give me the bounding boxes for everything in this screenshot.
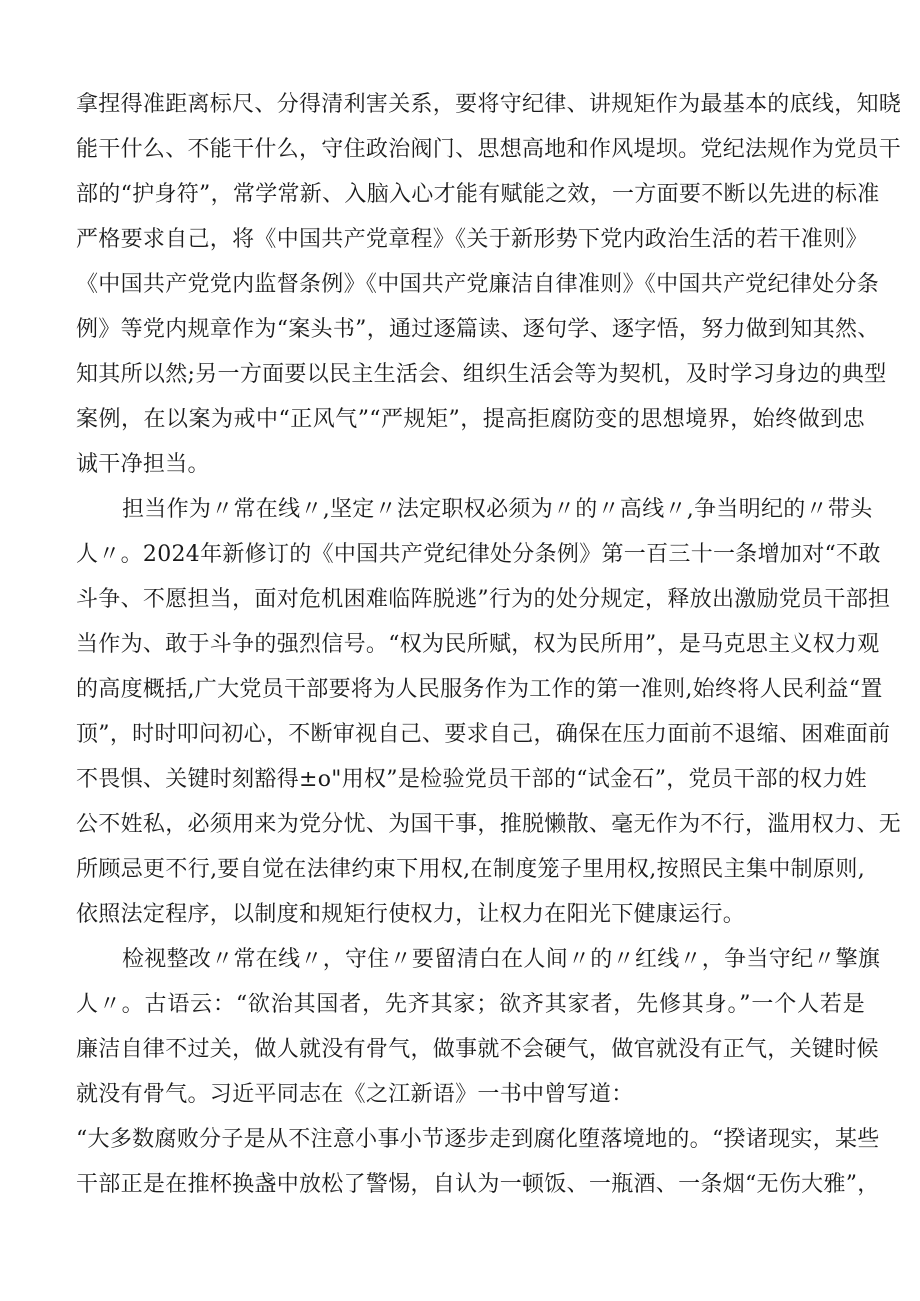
text-line: 严格要求自己，将《中国共产党章程》《关于新形势下党内政治生活的若干准则》 (76, 227, 868, 252)
text-line: “大多数腐败分子是从不注意小事小节逐步走到腐化堕落境地的。“揆诸现实，某些 (76, 1127, 880, 1152)
paragraph-2 (76, 487, 902, 937)
paragraph-1 (76, 82, 902, 487)
text-line: 知其所以然;另一方面要以民主生活会、组织生活会等为契机，及时学习身边的典型 (76, 362, 887, 387)
text-line: 例》等党内规章作为“案头书”，通过逐篇读、逐句学、逐字悟，努力做到知其然、 (76, 317, 880, 342)
text-line: 公不姓私，必须用来为党分忧、为国干事，推脱懒散、毫无作为不行，滥用权力、无 (76, 812, 902, 837)
text-line: 拿捏得准距离标尺、分得清利害关系，要将守纪律、讲规矩作为最基本的底线，知晓 (76, 92, 902, 117)
text-line: 案例，在以案为戒中“正风气”“严规矩”，提高拒腐防变的思想境界，始终做到忠 (76, 407, 865, 432)
text-line: 能干什么、不能干什么，守住政治阀门、思想高地和作风堤坝。党纪法规作为党员干 (76, 137, 902, 162)
text-line: 《中国共产党党内监督条例》《中国共产党廉洁自律准则》《中国共产党纪律处分条 (76, 272, 880, 297)
text-line: 诚干净担当。 (76, 452, 210, 477)
text-line: 的高度概括,广大党员干部要将为人民服务作为工作的第一准则,始终将人民利益“置 (76, 677, 883, 702)
text-line: 当作为、敢于斗争的强烈信号。“权为民所赋，权为民所用”，是马克思主义权力观 (76, 632, 880, 657)
text-line: 人〃。2024年新修订的《中国共产党纪律处分条例》第一百三十一条增加对“不敢 (76, 542, 881, 567)
text-line: 顶”，时时叩问初心，不断审视自己、要求自己，确保在压力面前不退缩、困难面前 (76, 722, 891, 747)
text-line: 担当作为〃常在线〃,坚定〃法定职权必须为〃的〃高线〃,争当明纪的〃带头 (122, 497, 873, 522)
text-line: 就没有骨气。习近平同志在《之江新语》一书中曾写道： (76, 1082, 634, 1107)
paragraph-4 (76, 1117, 880, 1207)
text-line: 人〃。古语云：“欲治其国者，先齐其家；欲齐其家者，先修其身。”一个人若是 (76, 992, 865, 1017)
text-line: 依照法定程序，以制度和规矩行使权力，让权力在阳光下健康运行。 (76, 902, 746, 927)
text-line: 干部正是在推杯换盏中放松了警惕，自认为一顿饭、一瓶酒、一条烟“无伤大雅”， (76, 1172, 880, 1197)
text-line: 检视整改〃常在线〃，守住〃要留清白在人间〃的〃红线〃，争当守纪〃擎旗 (122, 947, 881, 972)
paragraph-3 (76, 937, 881, 1117)
text-line: 所顾忌更不行,要自觉在法律约束下用权,在制度笼子里用权,按照民主集中制原则, (76, 857, 865, 882)
text-line: 部的“护身符”，常学常新、入脑入心才能有赋能之效，一方面要不断以先进的标准 (76, 182, 880, 207)
text-line: 廉洁自律不过关，做人就没有骨气，做事就不会硬气，做官就没有正气，关键时候 (76, 1037, 879, 1062)
text-line: 斗争、不愿担当，面对危机困难临阵脱逃”行为的处分规定，释放出激励党员干部担 (76, 587, 891, 612)
text-line: 不畏惧、关键时刻豁得±o"用权”是检验党员干部的“试金石”，党员干部的权力姓 (76, 767, 867, 792)
